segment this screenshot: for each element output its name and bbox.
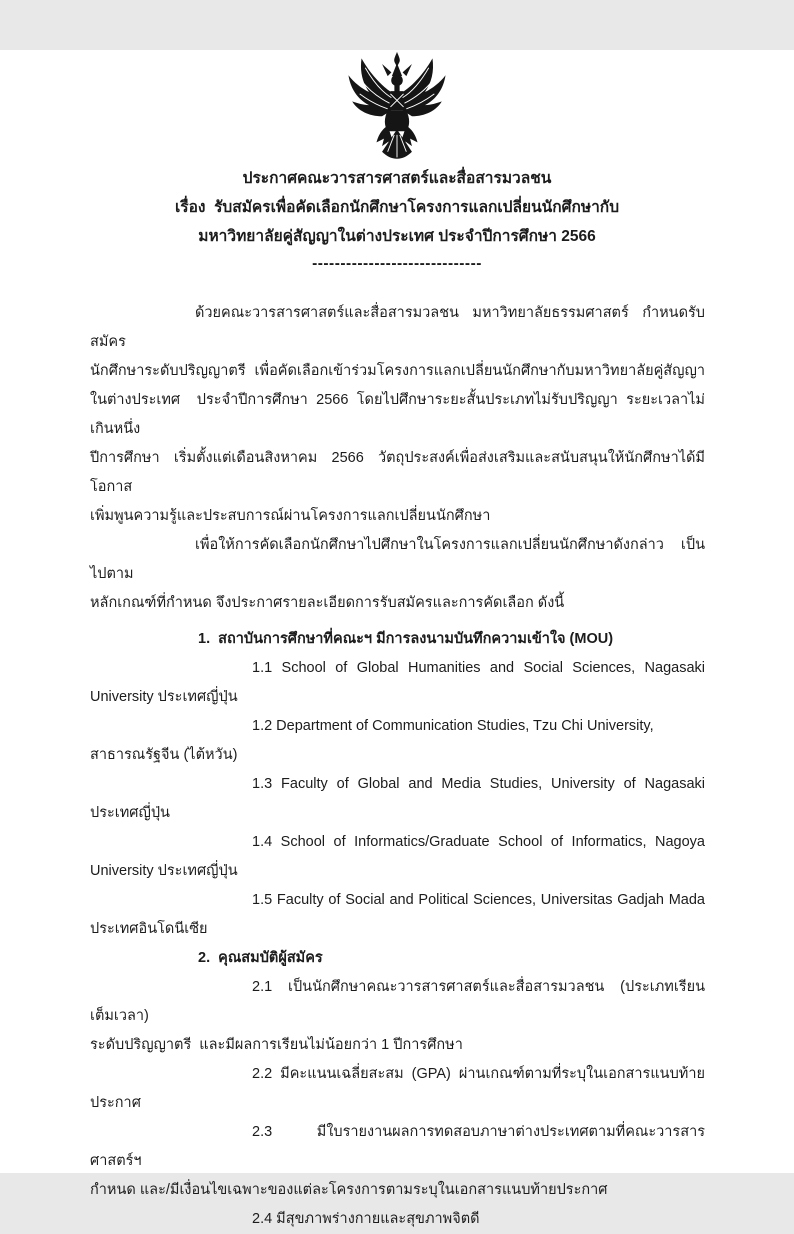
mou-item-1-3-line-1: 1.3 Faculty of Global and Media Studies, University of Nagasaki: [252, 776, 705, 792]
garuda-emblem-graphic: [341, 50, 453, 162]
intro-line-1: ด้วยคณะวารสารศาสตร์และสื่อสารมวลชน มหาวิทยาลัยธรรมศาสตร์ กำหนดรับสมัคร: [90, 305, 705, 350]
qual-item-2-1-line-2: ระดับปริญญาตรี และมีผลการเรียนไม่น้อยกว่า 1 ปีการศึกษา: [90, 1037, 463, 1053]
garuda-emblem: [341, 50, 453, 162]
purpose-line-2: หลักเกณฑ์ที่กำหนด จึงประกาศรายละเอียดการรับสมัครและการคัดเลือก ดังนี้: [90, 595, 565, 611]
section-2-heading: 2. คุณสมบัติผู้สมัคร: [198, 950, 323, 966]
mou-item-1-4-line-1: 1.4 School of Informatics/Graduate School of Informatics, Nagoya: [252, 834, 705, 850]
mou-item-1-3-line-2: ประเทศญี่ปุ่น: [90, 805, 170, 821]
title-line-3: มหาวิทยาลัยคู่สัญญาในต่างประเทศ ประจำปีการศึกษา 2566: [198, 228, 596, 245]
qual-item-2-1-line-1: 2.1 เป็นนักศึกษาคณะวารสารศาสตร์และสื่อสารมวลชน (ประเภทเรียนเต็มเวลา): [90, 979, 705, 1024]
announcement-title-block: [0, 164, 794, 277]
intro-line-4: ปีการศึกษา เริ่มตั้งแต่เดือนสิงหาคม 2566 วัตถุประสงค์เพื่อส่งเสริมและสนับสนุนให้นักศึกษาได้มีโอกาส: [90, 450, 705, 495]
qual-item-2-3-line-1: 2.3 มีใบรายงานผลการทดสอบภาษาต่างประเทศตามที่คณะวารสารศาสตร์ฯ: [90, 1124, 705, 1169]
separator-dashes: ------------------------------: [312, 255, 482, 272]
intro-line-5: เพิ่มพูนความรู้และประสบการณ์ผ่านโครงการแลกเปลี่ยนนักศึกษา: [90, 508, 491, 524]
mou-item-1-2-line-1: 1.2 Department of Communication Studies, Tzu Chi University,: [252, 718, 654, 734]
announcement-document-page: [0, 50, 794, 1227]
intro-line-2: นักศึกษาระดับปริญญาตรี เพื่อคัดเลือกเข้าร่วมโครงการแลกเปลี่ยนนักศึกษากับมหาวิทยาลัยคู่สัญญา: [90, 363, 705, 379]
mou-item-1-2-line-2: สาธารณรัฐจีน (ไต้หวัน): [90, 747, 238, 763]
title-line-2: เรื่อง รับสมัครเพื่อคัดเลือกนักศึกษาโครงการแลกเปลี่ยนนักศึกษากับ: [174, 199, 620, 216]
section-1-heading: 1. สถาบันการศึกษาที่คณะฯ มีการลงนามบันทึกความเข้าใจ (MOU): [198, 631, 614, 647]
mou-item-1-5-line-2: ประเทศอินโดนีเซีย: [90, 921, 208, 937]
mou-item-1-5-line-1: 1.5 Faculty of Social and Political Sciences, Universitas Gadjah Mada: [252, 892, 705, 908]
intro-line-3: ในต่างประเทศ ประจำปีการศึกษา 2566 โดยไปศึกษาระยะสั้นประเภทไม่รับปริญญา ระยะเวลาไม่เกินหนึ่ง: [90, 392, 705, 437]
mou-item-1-4-line-2: University ประเทศญี่ปุ่น: [90, 863, 238, 879]
qual-item-2-4-line-1: 2.4 มีสุขภาพร่างกายและสุขภาพจิตดี: [252, 1211, 480, 1227]
mou-item-1-1-line-2: University ประเทศญี่ปุ่น: [90, 689, 238, 705]
qual-item-2-2-line-1: 2.2 มีคะแนนเฉลี่ยสะสม (GPA) ผ่านเกณฑ์ตามที่ระบุในเอกสารแนบท้ายประกาศ: [90, 1066, 705, 1111]
mou-item-1-1-line-1: 1.1 School of Global Humanities and Social Sciences, Nagasaki: [252, 660, 705, 676]
announcement-body: [90, 299, 705, 1234]
title-line-1: ประกาศคณะวารสารศาสตร์และสื่อสารมวลชน: [242, 170, 552, 187]
purpose-line-1: เพื่อให้การคัดเลือกนักศึกษาไปศึกษาในโครงการแลกเปลี่ยนนักศึกษาดังกล่าว เป็นไปตาม: [90, 537, 705, 582]
qual-item-2-3-line-2: กำหนด และ/มีเงื่อนไขเฉพาะของแต่ละโครงการตามระบุในเอกสารแนบท้ายประกาศ: [90, 1182, 608, 1198]
